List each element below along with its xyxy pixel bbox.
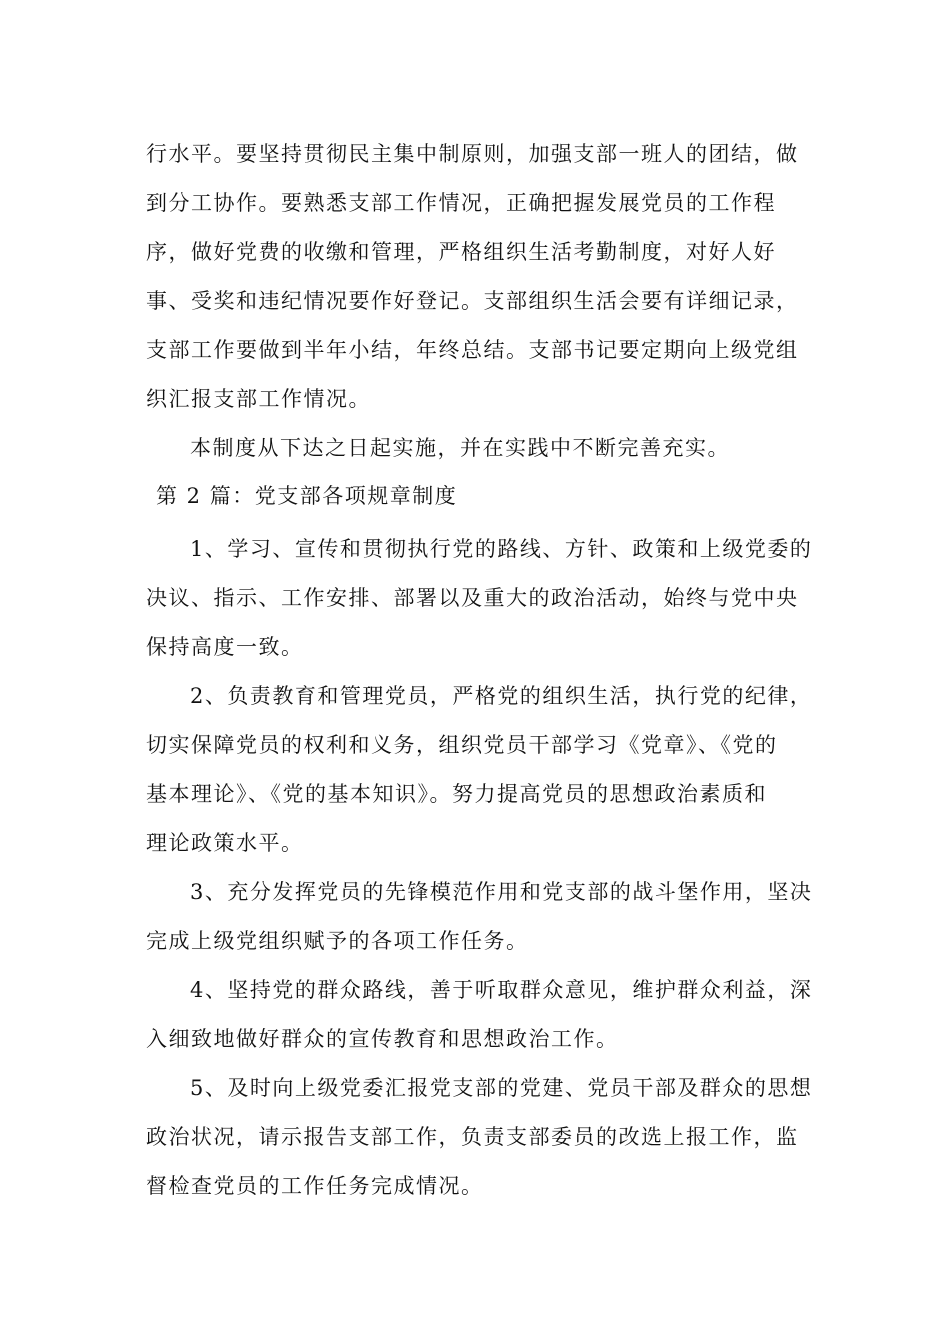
text-line: 事、受奖和违纪情况要作好登记。支部组织生活会要有详细记录，: [146, 289, 799, 313]
item-line: 基本理论》、《党的基本知识》。努力提高党员的思想政治素质和: [146, 782, 767, 806]
text-line: 支部工作要做到半年小结，年终总结。支部书记要定期向上级党组: [146, 338, 799, 362]
item-line: 政治状况，请示报告支部工作，负责支部委员的改选上报工作，监: [146, 1125, 799, 1149]
item-line: 切实保障党员的权利和义务，组织党员干部学习《党章》、《党的: [146, 733, 778, 757]
text-line: 到分工协作。要熟悉支部工作情况，正确把握发展党员的工作程: [146, 191, 776, 215]
text-line: 织汇报支部工作情况。: [146, 387, 371, 411]
item-3: [146, 868, 813, 966]
paragraph-continued: [146, 130, 806, 424]
text-line: 序，做好党费的收缴和管理，严格组织生活考勤制度，对好人好: [146, 240, 776, 264]
item-line: 决议、指示、工作安排、部署以及重大的政治活动，始终与党中央: [146, 586, 799, 610]
item-line: 入细致地做好群众的宣传教育和思想政治工作。: [146, 1027, 619, 1051]
item-2: [146, 672, 813, 868]
item-line: 3、充分发挥党员的先锋模范作用和党支部的战斗堡作用，坚决: [190, 880, 813, 904]
item-line: 2、负责教育和管理党员，严格党的组织生活，执行党的纪律，: [190, 684, 813, 708]
item-5: [146, 1064, 813, 1211]
item-1: [146, 525, 813, 672]
item-line: 督检查党员的工作任务完成情况。: [146, 1174, 484, 1198]
item-4: [146, 966, 813, 1064]
item-line: 1、学习、宣传和贯彻执行党的路线、方针、政策和上级党委的: [190, 537, 813, 561]
document-body: [146, 130, 813, 1211]
section-heading: 第 2 篇：党支部各项规章制度: [156, 484, 458, 508]
item-line: 理论政策水平。: [146, 831, 304, 855]
item-line: 5、及时向上级党委汇报党支部的党建、党员干部及群众的思想: [190, 1076, 813, 1100]
item-line: 保持高度一致。: [146, 635, 304, 659]
text-line: 行水平。要坚持贯彻民主集中制原则，加强支部一班人的团结，做: [146, 142, 799, 166]
closing-paragraph: 本制度从下达之日起实施，并在实践中不断完善充实。: [190, 436, 730, 460]
item-line: 完成上级党组织赋予的各项工作任务。: [146, 929, 529, 953]
item-line: 4、坚持党的群众路线，善于听取群众意见，维护群众利益，深: [190, 978, 813, 1002]
